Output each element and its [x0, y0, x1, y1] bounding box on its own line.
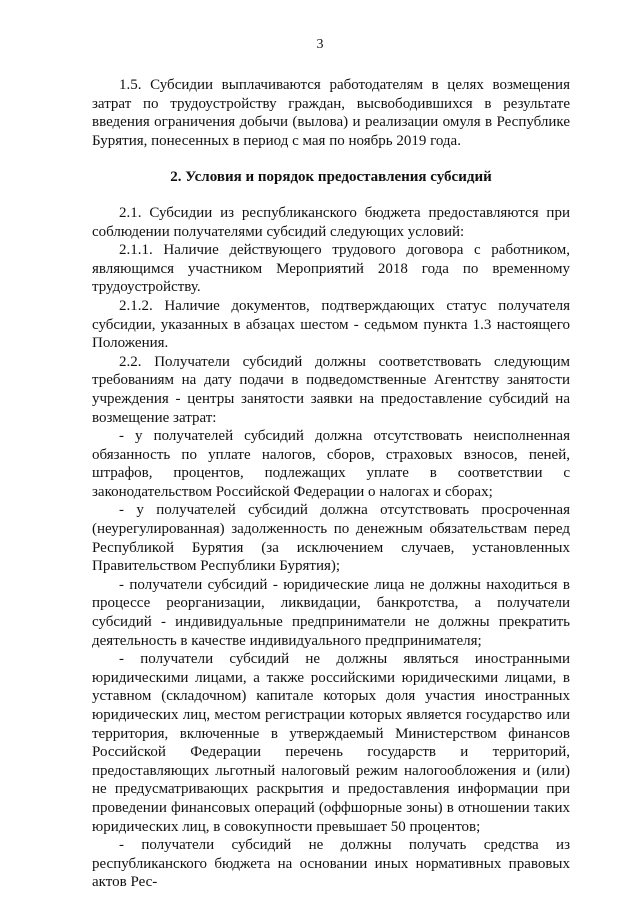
page-number: 3: [316, 37, 324, 52]
requirement-item: - у получателей субсидий должна отсутствовать просроченная (неурегулированная) задолженность по денежным обязательствам перед Республикой Бурятия (за исключением случаев, установленных Правительством Республики Бурятия);: [92, 502, 570, 575]
paragraph-2-1-2: 2.1.2. Наличие документов, подтверждающих статус получателя субсидии, указанных в абзацах шестом - седьмом пункта 1.3 настоящего Положения.: [92, 297, 570, 352]
requirement-item: - у получателей субсидий должна отсутствовать неисполненная обязанность по уплате налогов, сборов, страховых взносов, пеней, штрафов, процентов, подлежащих уплате в соответствии с законодательством Российской Федерации о налогах и сборах;: [92, 428, 570, 500]
paragraph-2-1: 2.1. Субсидии из республиканского бюджета предоставляются при соблюдении получателями субсидий следующих условий:: [92, 204, 570, 240]
requirement-item: - получатели субсидий не должны получать средства из республиканского бюджета на основании иных нормативных правовых актов Рес-: [92, 837, 570, 891]
paragraph-2-1-1: 2.1.1. Наличие действующего трудового договора с работником, являющимся участником Мероприятий 2018 года по временному трудоустройству.: [92, 242, 570, 296]
paragraph-1-5: 1.5. Субсидии выплачиваются работодателям в целях возмещения затрат по трудоустройству граждан, высвободившихся в результате введения ограничения добычи (вылова) и реализации омуля в Республике Бурятия, понесенных в период с мая по ноябрь 2019 года.: [92, 77, 570, 149]
section-heading: 2. Условия и порядок предоставления субсидий: [170, 169, 492, 186]
requirement-item: - получатели субсидий - юридические лица не должны находиться в процессе реорганизации, ликвидации, банкротства, а получатели субсидий - индивидуальные предприниматели не должны прекратить деятельность в качестве индивидуального предпринимателя;: [92, 576, 570, 649]
paragraph-2-2: 2.2. Получатели субсидий должны соответствовать следующим требованиям на дату подачи в подведомственные Агентству занятости учреждения - центры занятости заявки на предоставление субсидий на возмещение затрат:: [92, 353, 570, 426]
requirement-item: - получатели субсидий не должны являться иностранными юридическими лицами, а также российскими юридическими лицами, в уставном (складочном) капитале которых доля участия иностранных юридических лиц, местом регистрации которых является государство или территория, включенные в утверждаемый Министерством финансов Российской Федерации перечень государств и территорий, предоставляющих льготный налоговый режим налогообложения и (или) не предусматривающих раскрытия и предоставления информации при проведении финансовых операций (оффшорные зоны) в отношении таких юридических лиц, в совокупности превышает 50 процентов;: [92, 651, 570, 835]
document-body: [92, 76, 570, 892]
